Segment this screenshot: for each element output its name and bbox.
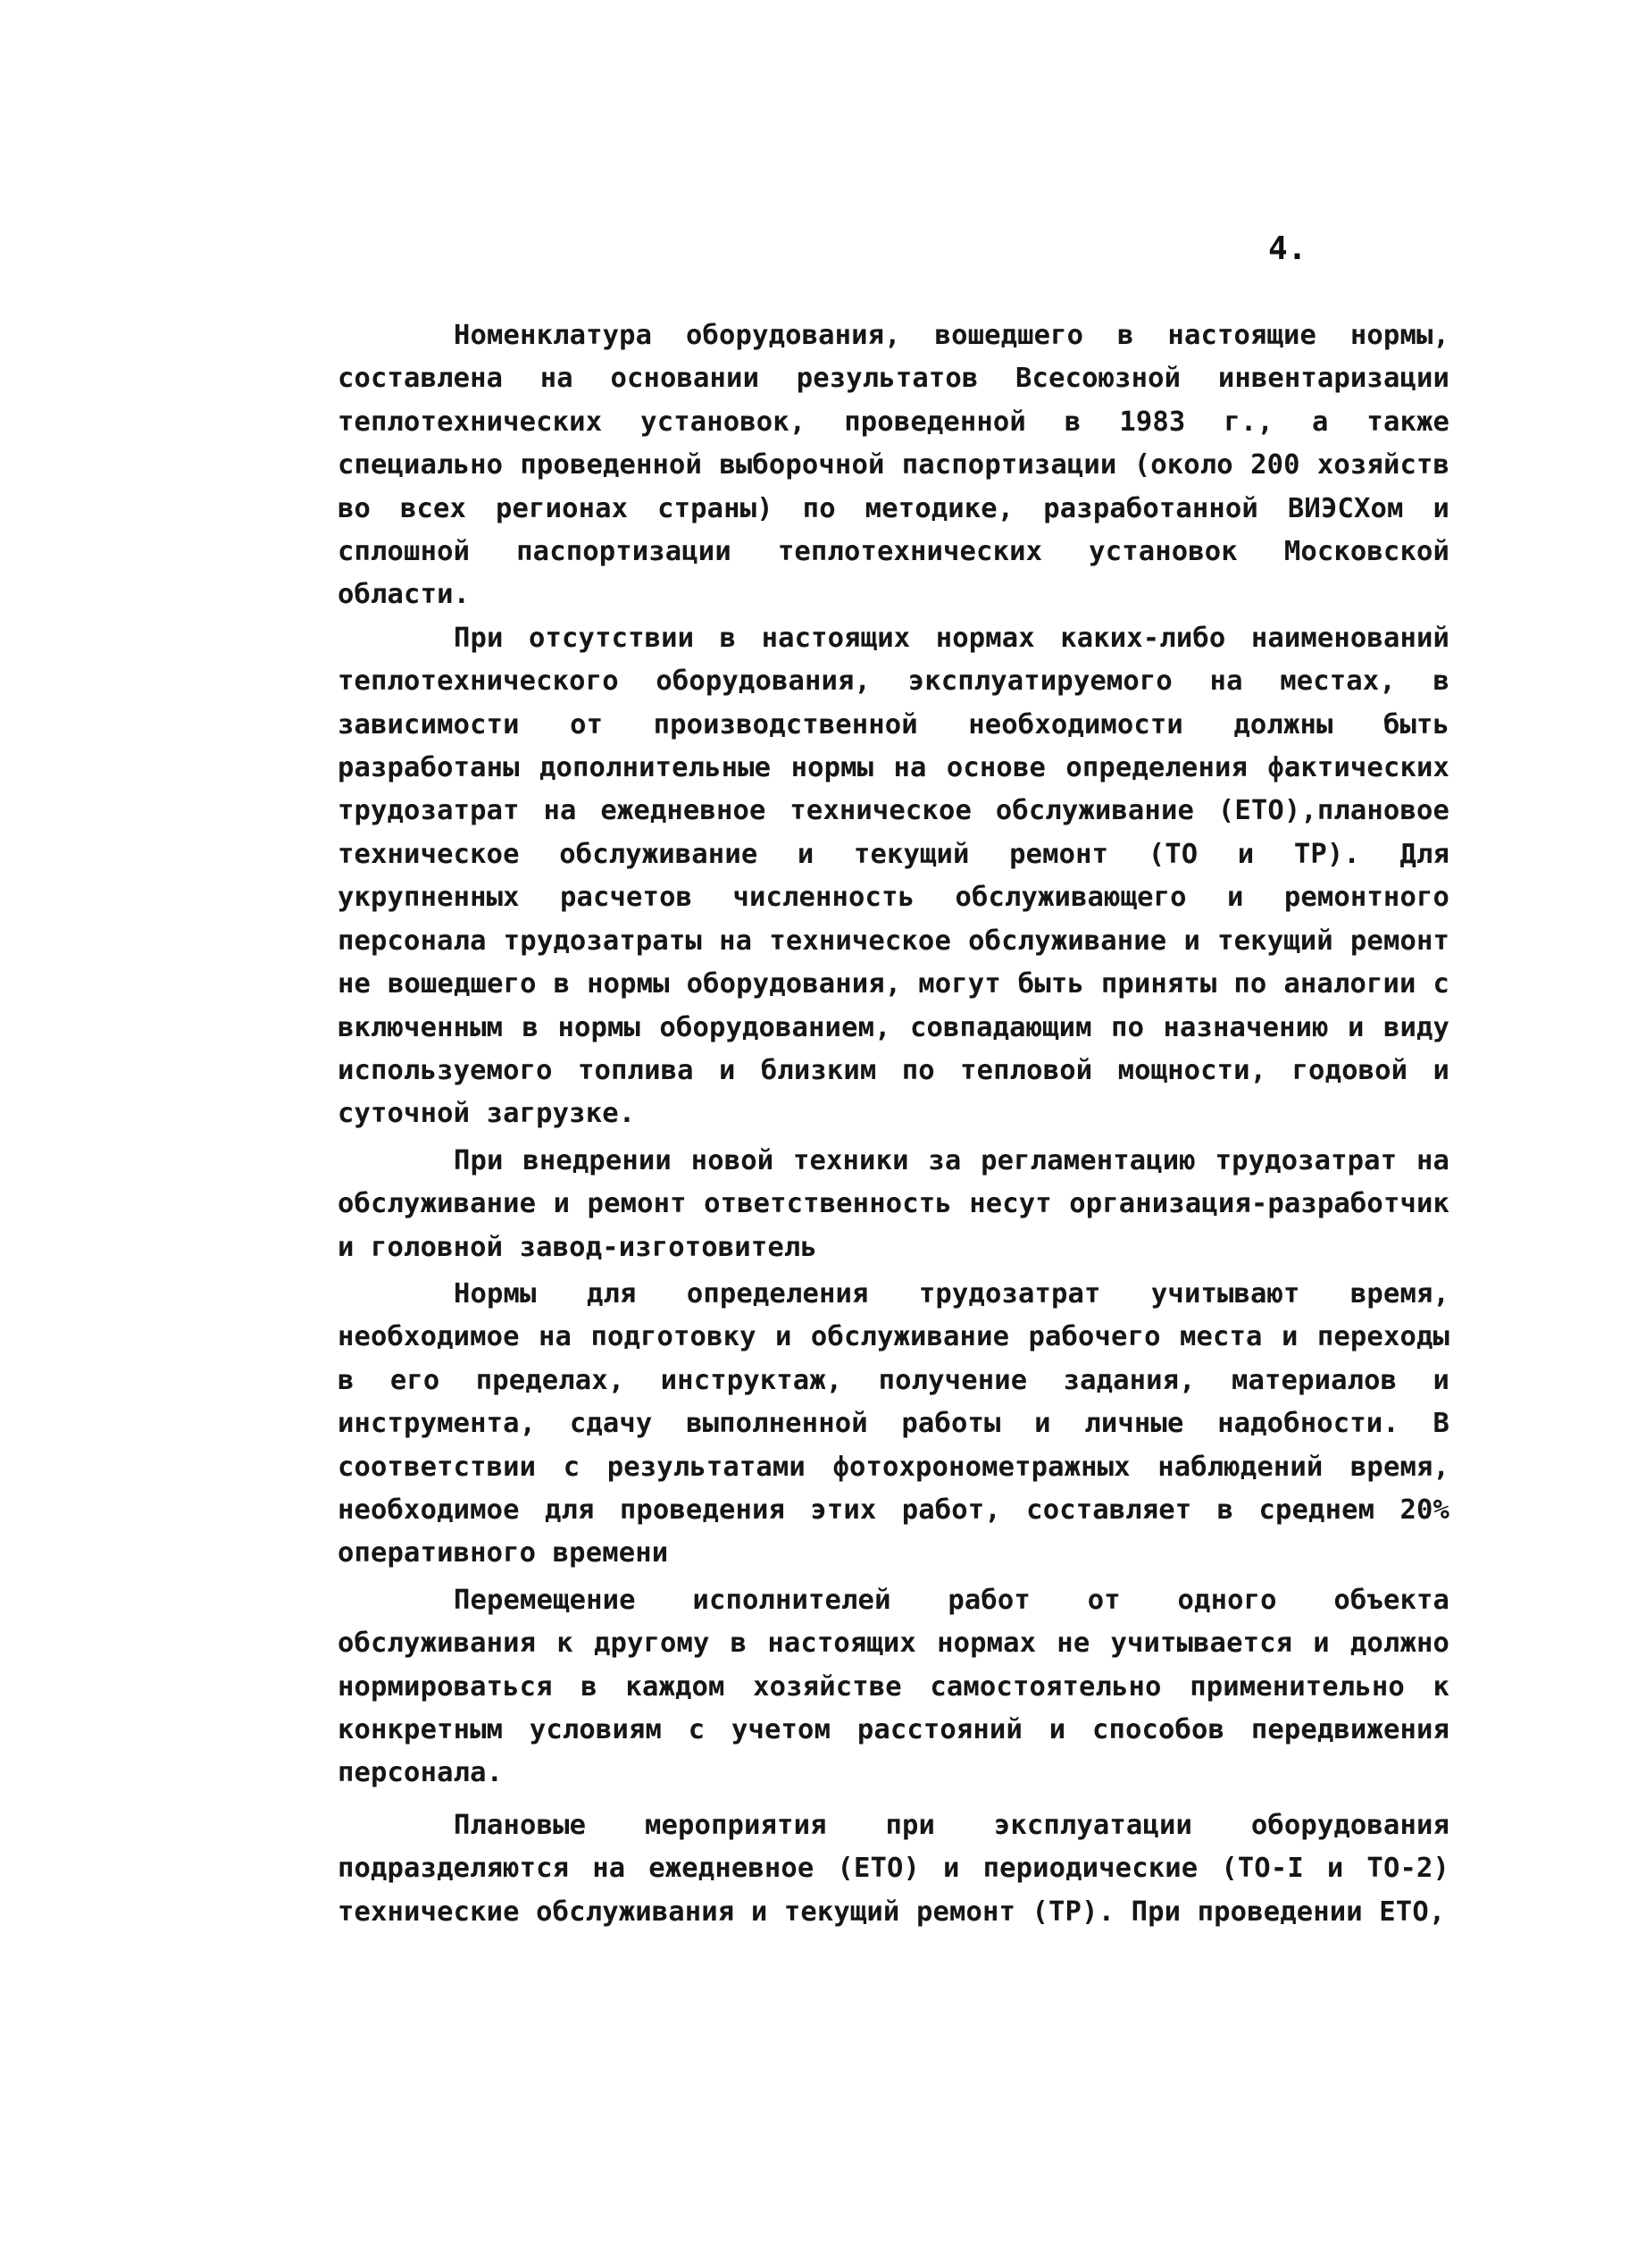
- page-number: 4.: [1268, 230, 1307, 267]
- paragraph-missing-equipment: При отсутствии в настоящих нормах каких-либо наименований теплотехнического оборудования, эксплуатируемого на местах, в зависимости от производственной необходимости должны быть разработаны дополнительные нормы на основе определения фактических трудозатрат на ежедневное техническое обслуживание (ЕТО),плановое техническое обслуживание и текущий ремонт (ТО и ТР). Для укрупненных расчетов численность обслуживающего и ремонтного персонала трудозатраты на техническое обслуживание и текущий ремонт не вошедшего в нормы оборудования, могут быть приняты по аналогии с включенным в нормы оборудованием, совпадающим по назначению и виду используемого топлива и близким по тепловой мощности, годовой и суточной загрузке.: [338, 622, 1449, 1130]
- paragraph-new-technology: При внедрении новой техники за регламентацию трудозатрат на обслуживание и ремонт ответственность несут организация-разработчик и головной завод-изготовитель: [338, 1144, 1449, 1263]
- paragraph-norms-time: Нормы для определения трудозатрат учитывают время, необходимое на подготовку и обслуживание рабочего места и переходы в его пределах, инструктаж, получение задания, материалов и инструмента, сдачу выполненной работы и личные надобности. В соответствии с результатами фотохронометражных наблюдений время, необходимое для проведения этих работ, составляет в среднем 20% оперативного времени: [338, 1277, 1449, 1569]
- paragraph-nomenclature: Номенклатура оборудования, вошедшего в настоящие нормы, составлена на основании результатов Всесоюзной инвентаризации теплотехнических установок, проведенной в 1983 г., а также специально проведенной выборочной паспортизации (около 200 хозяйств во всех регионах страны) по методике, разработанной ВИЭСХом и сплошной паспортизации теплотехнических установок Московской области.: [338, 320, 1449, 611]
- paragraph-relocation: Перемещение исполнителей работ от одного объекта обслуживания к другому в настоящих нормах не учитывается и должно нормироваться в каждом хозяйстве самостоятельно применительно к конкретным условиям с учетом расстояний и способов передвижения персонала.: [338, 1584, 1449, 1789]
- paragraph-planned-measures: Плановые мероприятия при эксплуатации оборудования подразделяются на ежедневное (ЕТО) и периодические (ТО-I и ТО-2) технические обслуживания и текущий ремонт (ТР). При проведении ЕТО,: [338, 1809, 1449, 1928]
- body-text: [338, 314, 1449, 1934]
